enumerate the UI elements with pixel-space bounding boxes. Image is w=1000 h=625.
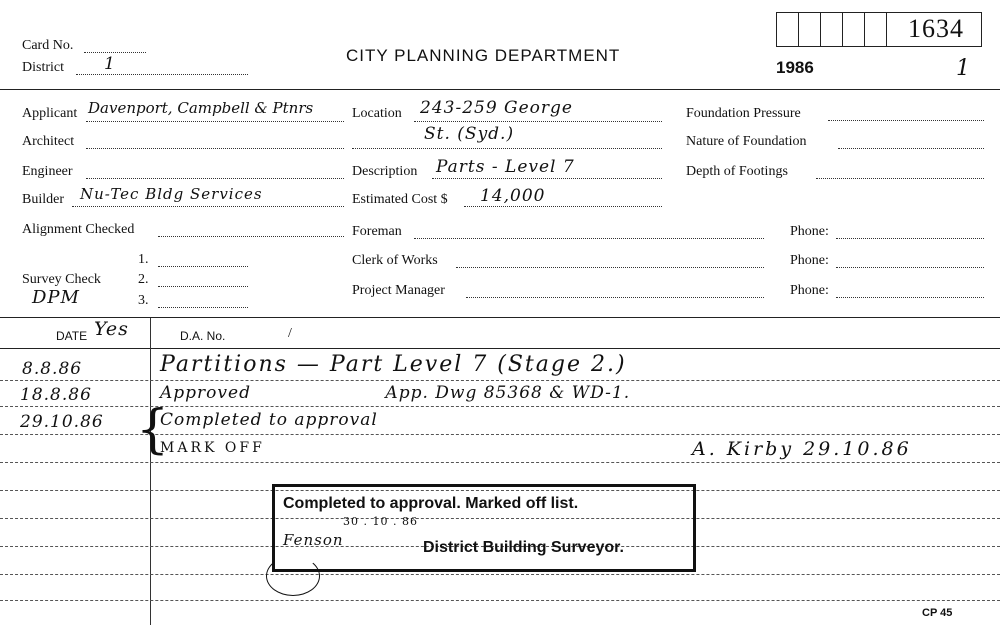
applicant-line (86, 121, 344, 122)
survey-item-2: 2. (138, 272, 149, 287)
da-value: / (288, 326, 292, 341)
entry-2-date: 18.8.86 (20, 385, 92, 405)
project-manager-label: Project Manager (352, 283, 445, 298)
district-value: 1 (104, 54, 116, 74)
survey-item-3: 3. (138, 293, 149, 308)
date-mark: Yes (94, 318, 129, 340)
alignment-label: Alignment Checked (22, 222, 135, 237)
entry-3-text: Completed to approval (160, 410, 378, 430)
district-label: District (22, 60, 64, 75)
rule-4 (0, 462, 1000, 463)
architect-line (86, 148, 344, 149)
description-value: Parts - Level 7 (436, 157, 575, 177)
number-box-4 (842, 12, 866, 47)
survey-line-1 (158, 266, 248, 267)
stamp-initials-loop (266, 556, 320, 596)
pm-phone-label: Phone: (790, 283, 829, 298)
entry-4-text: MARK OFF (160, 440, 265, 456)
number-box-2 (798, 12, 822, 47)
foreman-phone-label: Phone: (790, 224, 829, 239)
district-line (76, 74, 248, 75)
builder-label: Builder (22, 192, 64, 207)
estimated-cost-label: Estimated Cost $ (352, 192, 448, 207)
foreman-phone-line (836, 238, 984, 239)
entry-1-text: Partitions — Part Level 7 (Stage 2.) (160, 352, 627, 377)
builder-value: Nu-Tec Bldg Services (80, 185, 263, 203)
depth-footings-label: Depth of Footings (686, 164, 788, 179)
stamp-line-2: District Building Surveyor. (423, 539, 624, 556)
project-manager-line (466, 297, 764, 298)
clerk-label: Clerk of Works (352, 253, 438, 268)
stamp-date-marks: 30 . 10 . 86 (343, 515, 418, 528)
page-title: CITY PLANNING DEPARTMENT (346, 46, 621, 65)
year-mark: 1 (956, 56, 971, 81)
clerk-phone-line (836, 267, 984, 268)
da-label: D.A. No. (180, 329, 226, 343)
description-line (432, 178, 662, 179)
survey-line-3 (158, 307, 248, 308)
brace-icon: { (136, 400, 171, 460)
foreman-label: Foreman (352, 224, 402, 239)
nature-foundation-line (838, 148, 984, 149)
architect-label: Architect (22, 134, 75, 149)
nature-foundation-label: Nature of Foundation (686, 134, 807, 149)
applicant-label: Applicant (22, 106, 78, 121)
form-code: CP 45 (922, 607, 953, 619)
foundation-pressure-line (828, 120, 984, 121)
builder-line (72, 206, 344, 207)
depth-footings-line (816, 178, 984, 179)
entry-1-date: 8.8.86 (22, 359, 83, 379)
survey-check-label: Survey Check (22, 272, 101, 287)
rule-1 (0, 380, 1000, 381)
engineer-label: Engineer (22, 164, 73, 179)
number-box-1 (776, 12, 800, 47)
foundation-pressure-label: Foundation Pressure (686, 106, 801, 121)
header-divider (0, 89, 1000, 90)
clerk-line (456, 267, 764, 268)
estimated-cost-value: 14,000 (480, 186, 546, 206)
card-no-label: Card No. (22, 38, 74, 53)
foreman-line (414, 238, 764, 239)
number-box-5 (864, 12, 888, 47)
survey-line-2 (158, 286, 248, 287)
survey-initials: DPM (32, 287, 80, 308)
entry-3-date: 29.10.86 (20, 412, 104, 432)
estimated-cost-line (464, 206, 662, 207)
rule-9 (0, 600, 1000, 601)
applicant-value: Davenport, Campbell & Ptnrs (88, 99, 314, 117)
year-label: 1986 (776, 58, 814, 77)
engineer-line (86, 178, 344, 179)
approval-stamp (272, 484, 696, 572)
rule-8 (0, 574, 1000, 575)
alignment-line (158, 236, 344, 237)
card-number: 1634 (908, 14, 964, 43)
location-value-2: St. (Syd.) (424, 124, 515, 144)
signature: A. Kirby 29.10.86 (692, 438, 912, 460)
location-value-1: 243-259 George (420, 98, 573, 118)
clerk-phone-label: Phone: (790, 253, 829, 268)
stamp-line-1: Completed to approval. Marked off list. (283, 495, 579, 512)
date-column-divider (150, 318, 151, 625)
location-line-1 (414, 121, 662, 122)
pm-phone-line (836, 297, 984, 298)
card-no-line (84, 52, 146, 53)
date-label: DATE (56, 329, 88, 343)
description-label: Description (352, 164, 418, 179)
survey-item-1: 1. (138, 252, 149, 267)
location-line-2 (352, 148, 662, 149)
number-box-3 (820, 12, 844, 47)
entry-2-text: Approved App. Dwg 85368 & WD-1. (160, 383, 631, 403)
location-label: Location (352, 106, 402, 121)
stamp-initials: Fenson (283, 531, 344, 549)
